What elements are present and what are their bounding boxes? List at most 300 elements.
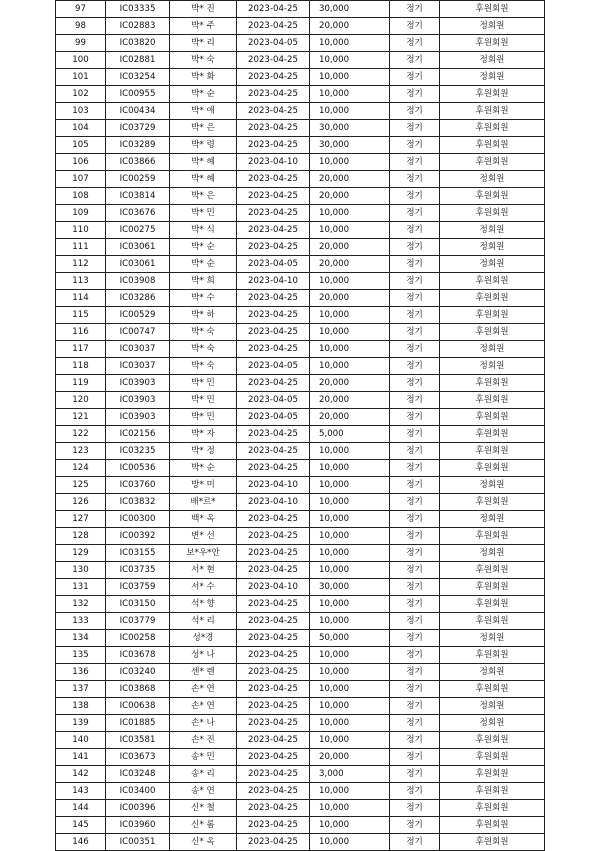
row-number-cell: 139	[56, 715, 106, 732]
payment-type-cell: 정기	[390, 205, 440, 222]
member-name-cell: 박* 식	[170, 222, 237, 239]
amount-cell: 10,000	[310, 528, 390, 545]
amount-cell: 20,000	[310, 409, 390, 426]
member-grade-cell: 후원회원	[440, 766, 545, 783]
payment-date-cell: 2023-04-25	[237, 290, 310, 307]
payment-type-cell: 정기	[390, 239, 440, 256]
payment-type-cell: 정기	[390, 562, 440, 579]
row-number-cell: 119	[56, 375, 106, 392]
member-name-cell: 박* 민	[170, 375, 237, 392]
row-number-cell: 111	[56, 239, 106, 256]
member-id-cell: IC03729	[106, 120, 170, 137]
payment-type-cell: 정기	[390, 494, 440, 511]
payment-date-cell: 2023-04-10	[237, 477, 310, 494]
payment-date-cell: 2023-04-25	[237, 137, 310, 154]
member-grade-cell: 후원회원	[440, 375, 545, 392]
row-number-cell: 98	[56, 18, 106, 35]
member-id-cell: IC00258	[106, 630, 170, 647]
row-number-cell: 126	[56, 494, 106, 511]
member-grade-cell: 정회원	[440, 171, 545, 188]
member-id-cell: IC00351	[106, 834, 170, 851]
member-grade-cell: 후원회원	[440, 103, 545, 120]
table-row	[56, 188, 545, 205]
payment-type-cell: 정기	[390, 392, 440, 409]
row-number-cell: 106	[56, 154, 106, 171]
member-name-cell: 박* 혜	[170, 171, 237, 188]
member-name-cell: 송* 연	[170, 783, 237, 800]
payment-type-cell: 정기	[390, 171, 440, 188]
row-number-cell: 101	[56, 69, 106, 86]
member-name-cell: 박* 하	[170, 307, 237, 324]
payment-date-cell: 2023-04-25	[237, 426, 310, 443]
amount-cell: 10,000	[310, 732, 390, 749]
payment-type-cell: 정기	[390, 137, 440, 154]
payment-type-cell: 정기	[390, 715, 440, 732]
member-name-cell: 서* 수	[170, 579, 237, 596]
member-name-cell: 보*우*안	[170, 545, 237, 562]
payment-date-cell: 2023-04-25	[237, 596, 310, 613]
member-grade-cell: 후원회원	[440, 494, 545, 511]
payment-type-cell: 정기	[390, 341, 440, 358]
payment-date-cell: 2023-04-25	[237, 800, 310, 817]
member-name-cell: 서* 현	[170, 562, 237, 579]
member-name-cell: 박* 희	[170, 273, 237, 290]
member-name-cell: 석* 리	[170, 613, 237, 630]
member-id-cell: IC03037	[106, 341, 170, 358]
table-row	[56, 35, 545, 52]
table-row	[56, 222, 545, 239]
amount-cell: 5,000	[310, 426, 390, 443]
payment-type-cell: 정기	[390, 18, 440, 35]
table-row	[56, 290, 545, 307]
payment-type-cell: 정기	[390, 783, 440, 800]
table-row	[56, 647, 545, 664]
amount-cell: 20,000	[310, 392, 390, 409]
member-id-cell: IC03676	[106, 205, 170, 222]
payment-type-cell: 정기	[390, 477, 440, 494]
payment-type-cell: 정기	[390, 69, 440, 86]
payment-date-cell: 2023-04-10	[237, 273, 310, 290]
member-name-cell: 손* 나	[170, 715, 237, 732]
payment-date-cell: 2023-04-10	[237, 494, 310, 511]
amount-cell: 10,000	[310, 103, 390, 120]
payment-type-cell: 정기	[390, 681, 440, 698]
member-id-cell: IC00529	[106, 307, 170, 324]
row-number-cell: 141	[56, 749, 106, 766]
table-row	[56, 749, 545, 766]
payment-date-cell: 2023-04-25	[237, 375, 310, 392]
row-number-cell: 131	[56, 579, 106, 596]
table-row	[56, 120, 545, 137]
member-id-cell: IC02156	[106, 426, 170, 443]
member-id-cell: IC03286	[106, 290, 170, 307]
amount-cell: 10,000	[310, 562, 390, 579]
table-row	[56, 715, 545, 732]
member-grade-cell: 후원회원	[440, 647, 545, 664]
member-grade-cell: 정회원	[440, 358, 545, 375]
member-name-cell: 석* 향	[170, 596, 237, 613]
row-number-cell: 105	[56, 137, 106, 154]
table-row	[56, 562, 545, 579]
member-id-cell: IC03868	[106, 681, 170, 698]
amount-cell: 10,000	[310, 205, 390, 222]
member-name-cell: 박* 정	[170, 443, 237, 460]
table-row	[56, 817, 545, 834]
member-name-cell: 손* 연	[170, 698, 237, 715]
member-id-cell: IC00396	[106, 800, 170, 817]
table-row	[56, 732, 545, 749]
payment-type-cell: 정기	[390, 647, 440, 664]
member-name-cell: 신* 롬	[170, 817, 237, 834]
amount-cell: 10,000	[310, 783, 390, 800]
member-grade-cell: 후원회원	[440, 834, 545, 851]
amount-cell: 10,000	[310, 494, 390, 511]
member-id-cell: IC03673	[106, 749, 170, 766]
member-name-cell: 성* 나	[170, 647, 237, 664]
row-number-cell: 110	[56, 222, 106, 239]
table-row	[56, 137, 545, 154]
member-name-cell: 박* 은	[170, 188, 237, 205]
member-name-cell: 박* 화	[170, 69, 237, 86]
row-number-cell: 122	[56, 426, 106, 443]
member-id-cell: IC01885	[106, 715, 170, 732]
row-number-cell: 120	[56, 392, 106, 409]
payment-date-cell: 2023-04-25	[237, 69, 310, 86]
payment-type-cell: 정기	[390, 817, 440, 834]
amount-cell: 10,000	[310, 69, 390, 86]
payment-type-cell: 정기	[390, 324, 440, 341]
row-number-cell: 140	[56, 732, 106, 749]
member-grade-cell: 후원회원	[440, 562, 545, 579]
table-row	[56, 358, 545, 375]
amount-cell: 20,000	[310, 171, 390, 188]
member-name-cell: 변* 선	[170, 528, 237, 545]
table-row	[56, 698, 545, 715]
member-name-cell: 박* 리	[170, 35, 237, 52]
payment-type-cell: 정기	[390, 256, 440, 273]
payment-type-cell: 정기	[390, 188, 440, 205]
member-name-cell: 손* 진	[170, 732, 237, 749]
member-name-cell: 박* 주	[170, 18, 237, 35]
row-number-cell: 109	[56, 205, 106, 222]
payment-type-cell: 정기	[390, 222, 440, 239]
payment-type-cell: 정기	[390, 52, 440, 69]
payment-date-cell: 2023-04-25	[237, 222, 310, 239]
amount-cell: 30,000	[310, 579, 390, 596]
payment-type-cell: 정기	[390, 460, 440, 477]
member-id-cell: IC00259	[106, 171, 170, 188]
member-name-cell: 박* 자	[170, 426, 237, 443]
row-number-cell: 138	[56, 698, 106, 715]
member-grade-cell: 후원회원	[440, 137, 545, 154]
table-row	[56, 630, 545, 647]
row-number-cell: 130	[56, 562, 106, 579]
member-name-cell: 박* 순	[170, 239, 237, 256]
member-grade-cell: 후원회원	[440, 120, 545, 137]
table-row	[56, 596, 545, 613]
table-row	[56, 307, 545, 324]
member-name-cell: 박* 진	[170, 1, 237, 18]
member-grade-cell: 후원회원	[440, 324, 545, 341]
member-grade-cell: 후원회원	[440, 273, 545, 290]
member-grade-cell: 후원회원	[440, 732, 545, 749]
member-id-cell: IC00536	[106, 460, 170, 477]
table-row	[56, 86, 545, 103]
member-id-cell: IC03037	[106, 358, 170, 375]
row-number-cell: 146	[56, 834, 106, 851]
member-id-cell: IC03240	[106, 664, 170, 681]
member-grade-cell: 후원회원	[440, 188, 545, 205]
payment-type-cell: 정기	[390, 630, 440, 647]
member-id-cell: IC03820	[106, 35, 170, 52]
table-row	[56, 528, 545, 545]
row-number-cell: 143	[56, 783, 106, 800]
amount-cell: 10,000	[310, 698, 390, 715]
table-row	[56, 324, 545, 341]
member-grade-cell: 정회원	[440, 545, 545, 562]
payment-date-cell: 2023-04-25	[237, 443, 310, 460]
payment-date-cell: 2023-04-25	[237, 698, 310, 715]
member-name-cell: 박* 수	[170, 290, 237, 307]
member-grade-cell: 정회원	[440, 239, 545, 256]
row-number-cell: 112	[56, 256, 106, 273]
payment-date-cell: 2023-04-25	[237, 171, 310, 188]
table-row	[56, 1, 545, 18]
donation-table	[55, 0, 545, 851]
payment-date-cell: 2023-04-25	[237, 732, 310, 749]
table-row	[56, 256, 545, 273]
member-name-cell: 백* 옥	[170, 511, 237, 528]
row-number-cell: 136	[56, 664, 106, 681]
table-row	[56, 69, 545, 86]
payment-date-cell: 2023-04-25	[237, 630, 310, 647]
amount-cell: 20,000	[310, 239, 390, 256]
donation-list-sheet	[55, 0, 544, 851]
member-id-cell: IC03400	[106, 783, 170, 800]
amount-cell: 10,000	[310, 358, 390, 375]
payment-type-cell: 정기	[390, 120, 440, 137]
member-name-cell: 박* 순	[170, 86, 237, 103]
member-grade-cell: 후원회원	[440, 290, 545, 307]
amount-cell: 10,000	[310, 324, 390, 341]
amount-cell: 20,000	[310, 375, 390, 392]
member-grade-cell: 후원회원	[440, 613, 545, 630]
member-grade-cell: 정회원	[440, 341, 545, 358]
table-row	[56, 681, 545, 698]
member-id-cell: IC03908	[106, 273, 170, 290]
amount-cell: 10,000	[310, 35, 390, 52]
payment-date-cell: 2023-04-25	[237, 834, 310, 851]
row-number-cell: 142	[56, 766, 106, 783]
table-row	[56, 375, 545, 392]
member-id-cell: IC00275	[106, 222, 170, 239]
member-id-cell: IC03735	[106, 562, 170, 579]
table-row	[56, 171, 545, 188]
payment-date-cell: 2023-04-25	[237, 647, 310, 664]
member-grade-cell: 정회원	[440, 256, 545, 273]
member-grade-cell: 정회원	[440, 664, 545, 681]
member-name-cell: 배*르*	[170, 494, 237, 511]
payment-date-cell: 2023-04-25	[237, 120, 310, 137]
table-row	[56, 239, 545, 256]
amount-cell: 10,000	[310, 681, 390, 698]
member-id-cell: IC03832	[106, 494, 170, 511]
member-name-cell: 박* 순	[170, 460, 237, 477]
payment-type-cell: 정기	[390, 664, 440, 681]
payment-date-cell: 2023-04-25	[237, 783, 310, 800]
table-row	[56, 477, 545, 494]
row-number-cell: 117	[56, 341, 106, 358]
member-id-cell: IC03581	[106, 732, 170, 749]
member-id-cell: IC03866	[106, 154, 170, 171]
row-number-cell: 113	[56, 273, 106, 290]
amount-cell: 10,000	[310, 834, 390, 851]
amount-cell: 30,000	[310, 1, 390, 18]
member-grade-cell: 정회원	[440, 698, 545, 715]
member-name-cell: 박* 숙	[170, 341, 237, 358]
payment-date-cell: 2023-04-25	[237, 749, 310, 766]
amount-cell: 20,000	[310, 18, 390, 35]
payment-date-cell: 2023-04-05	[237, 358, 310, 375]
amount-cell: 10,000	[310, 477, 390, 494]
amount-cell: 20,000	[310, 188, 390, 205]
member-grade-cell: 후원회원	[440, 579, 545, 596]
amount-cell: 10,000	[310, 154, 390, 171]
member-name-cell: 박* 혜	[170, 154, 237, 171]
member-grade-cell: 후원회원	[440, 154, 545, 171]
payment-date-cell: 2023-04-25	[237, 681, 310, 698]
row-number-cell: 133	[56, 613, 106, 630]
amount-cell: 10,000	[310, 800, 390, 817]
row-number-cell: 115	[56, 307, 106, 324]
row-number-cell: 116	[56, 324, 106, 341]
payment-date-cell: 2023-04-25	[237, 715, 310, 732]
amount-cell: 10,000	[310, 460, 390, 477]
member-grade-cell: 정회원	[440, 715, 545, 732]
amount-cell: 10,000	[310, 664, 390, 681]
amount-cell: 10,000	[310, 222, 390, 239]
table-row	[56, 154, 545, 171]
member-id-cell: IC03155	[106, 545, 170, 562]
payment-date-cell: 2023-04-10	[237, 579, 310, 596]
member-name-cell: 성*경	[170, 630, 237, 647]
payment-date-cell: 2023-04-05	[237, 409, 310, 426]
table-row	[56, 205, 545, 222]
payment-date-cell: 2023-04-25	[237, 545, 310, 562]
payment-date-cell: 2023-04-25	[237, 188, 310, 205]
member-grade-cell: 후원회원	[440, 307, 545, 324]
table-row	[56, 52, 545, 69]
amount-cell: 10,000	[310, 307, 390, 324]
amount-cell: 10,000	[310, 511, 390, 528]
row-number-cell: 104	[56, 120, 106, 137]
table-row	[56, 103, 545, 120]
row-number-cell: 125	[56, 477, 106, 494]
payment-type-cell: 정기	[390, 596, 440, 613]
member-id-cell: IC03759	[106, 579, 170, 596]
member-name-cell: 방* 미	[170, 477, 237, 494]
member-grade-cell: 후원회원	[440, 443, 545, 460]
amount-cell: 10,000	[310, 443, 390, 460]
member-grade-cell: 후원회원	[440, 460, 545, 477]
table-row	[56, 613, 545, 630]
payment-date-cell: 2023-04-25	[237, 613, 310, 630]
row-number-cell: 103	[56, 103, 106, 120]
payment-date-cell: 2023-04-25	[237, 341, 310, 358]
amount-cell: 10,000	[310, 545, 390, 562]
member-id-cell: IC03254	[106, 69, 170, 86]
member-id-cell: IC03814	[106, 188, 170, 205]
table-row	[56, 783, 545, 800]
payment-type-cell: 정기	[390, 749, 440, 766]
payment-type-cell: 정기	[390, 511, 440, 528]
member-grade-cell: 후원회원	[440, 800, 545, 817]
payment-type-cell: 정기	[390, 409, 440, 426]
payment-type-cell: 정기	[390, 834, 440, 851]
member-name-cell: 박* 애	[170, 103, 237, 120]
member-id-cell: IC00434	[106, 103, 170, 120]
amount-cell: 10,000	[310, 715, 390, 732]
member-id-cell: IC03903	[106, 392, 170, 409]
table-row	[56, 341, 545, 358]
payment-type-cell: 정기	[390, 579, 440, 596]
payment-date-cell: 2023-04-25	[237, 511, 310, 528]
amount-cell: 20,000	[310, 290, 390, 307]
amount-cell: 10,000	[310, 817, 390, 834]
member-grade-cell: 정회원	[440, 630, 545, 647]
member-grade-cell: 후원회원	[440, 35, 545, 52]
amount-cell: 10,000	[310, 613, 390, 630]
member-name-cell: 신* 옥	[170, 834, 237, 851]
table-row	[56, 766, 545, 783]
member-id-cell: IC03678	[106, 647, 170, 664]
member-id-cell: IC02881	[106, 52, 170, 69]
row-number-cell: 145	[56, 817, 106, 834]
member-name-cell: 박* 민	[170, 392, 237, 409]
payment-type-cell: 정기	[390, 103, 440, 120]
payment-type-cell: 정기	[390, 375, 440, 392]
payment-type-cell: 정기	[390, 613, 440, 630]
payment-date-cell: 2023-04-05	[237, 392, 310, 409]
table-row	[56, 409, 545, 426]
member-id-cell: IC03061	[106, 256, 170, 273]
table-row	[56, 18, 545, 35]
row-number-cell: 124	[56, 460, 106, 477]
row-number-cell: 97	[56, 1, 106, 18]
table-row	[56, 494, 545, 511]
member-id-cell: IC03289	[106, 137, 170, 154]
row-number-cell: 128	[56, 528, 106, 545]
member-grade-cell: 후원회원	[440, 681, 545, 698]
member-name-cell: 박* 숙	[170, 324, 237, 341]
member-id-cell: IC00638	[106, 698, 170, 715]
row-number-cell: 102	[56, 86, 106, 103]
member-name-cell: 송* 리	[170, 766, 237, 783]
payment-type-cell: 정기	[390, 528, 440, 545]
member-id-cell: IC00300	[106, 511, 170, 528]
member-grade-cell: 정회원	[440, 52, 545, 69]
row-number-cell: 135	[56, 647, 106, 664]
amount-cell: 10,000	[310, 596, 390, 613]
payment-type-cell: 정기	[390, 800, 440, 817]
member-grade-cell: 정회원	[440, 18, 545, 35]
member-grade-cell: 후원회원	[440, 409, 545, 426]
member-name-cell: 박* 숙	[170, 52, 237, 69]
table-row	[56, 392, 545, 409]
member-id-cell: IC03779	[106, 613, 170, 630]
table-row	[56, 800, 545, 817]
payment-date-cell: 2023-04-25	[237, 205, 310, 222]
